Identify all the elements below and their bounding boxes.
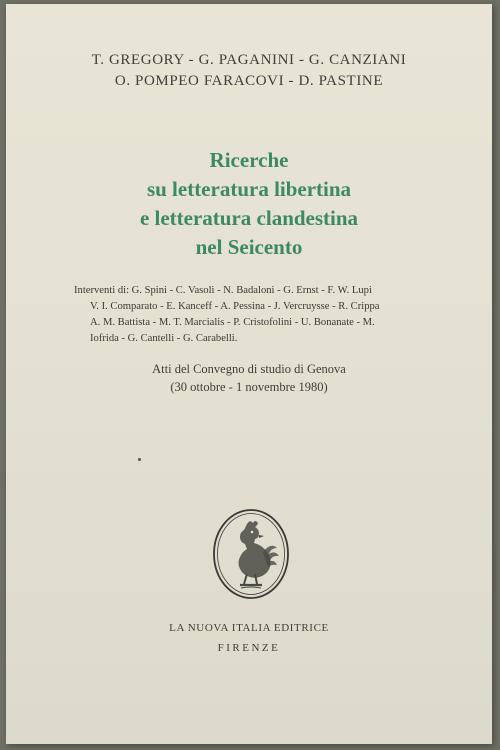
authors-line-1: T. GREGORY - G. PAGANINI - G. CANZIANI [91,52,407,68]
contributors-line-1: Interventi di: G. Spini - C. Vasoli - N. Badaloni - G. Ernst - F. W. Lupi [74,285,372,296]
authors-line-2: O. POMPEO FARACOVI - D. PASTINE [114,73,384,89]
contributors-line-3: A. M. Battista - M. T. Marcialis - P. Cristofolini - U. Bonanate - M. [90,317,375,328]
contributors-block [74,283,456,347]
title-line-2: su letteratura libertina [146,177,352,201]
contributors-line-2: V. I. Comparato - E. Kanceff - A. Pessina - J. Vercruysse - R. Crippa [90,301,380,312]
authors-block [6,50,492,92]
conference-info [6,360,492,396]
book-title [6,146,492,262]
publisher-block [6,618,492,658]
contributors-line-4: Iofrida - G. Cantelli - G. Carabelli. [90,333,238,344]
publisher-city: FIRENZE [217,642,281,654]
book-cover [6,4,492,744]
rooster-oval-emblem-icon [211,508,291,600]
title-line-1: Ricerche [209,148,289,172]
title-line-3: e letteratura clandestina [139,206,359,230]
ink-speck [138,458,141,461]
conference-line-1: Atti del Convegno di studio di Genova [152,362,346,376]
publisher-name: LA NUOVA ITALIA EDITRICE [169,622,329,634]
title-line-4: nel Seicento [195,235,303,259]
conference-dates: (30 ottobre - 1 novembre 1980) [170,380,328,394]
